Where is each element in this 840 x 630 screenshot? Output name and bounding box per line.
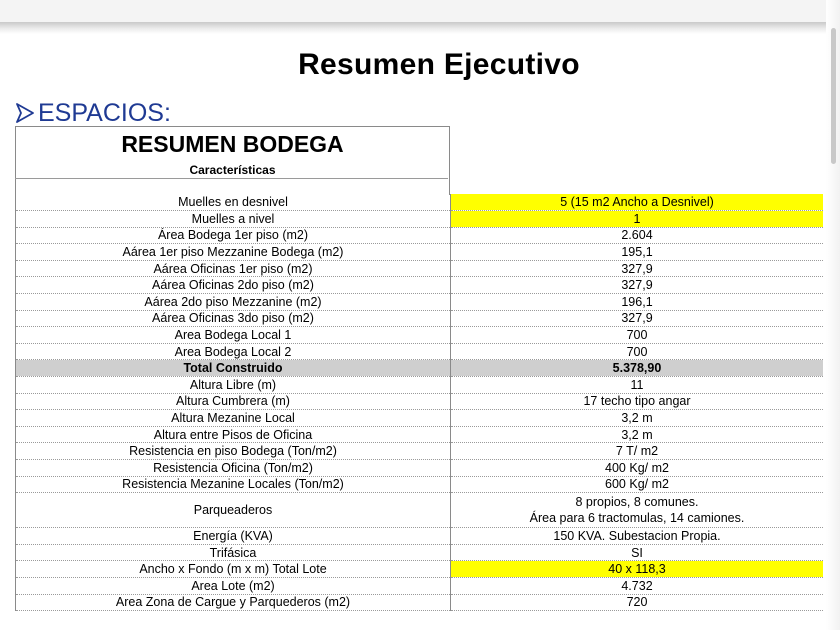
row-value: 720 (451, 594, 824, 611)
row-label: Altura Cumbrera (m) (16, 393, 451, 410)
table-row (16, 260, 824, 277)
arrow-bullet-icon (14, 101, 36, 125)
row-value: 195,1 (451, 244, 824, 261)
row-value (451, 493, 824, 528)
row-label: Trifásica (16, 544, 451, 561)
row-label: Area Bodega Local 2 (16, 343, 451, 360)
table-row (16, 244, 824, 261)
row-value: 1 (451, 211, 824, 228)
page-title: Resumen Ejecutivo (298, 48, 580, 81)
row-value: 3,2 m (451, 410, 824, 427)
row-label: Aárea Oficinas 2do piso (m2) (16, 277, 451, 294)
table-row (16, 277, 824, 294)
table-row (16, 310, 824, 327)
table-row (16, 493, 824, 528)
row-value: 40 x 118,3 (451, 561, 824, 578)
header-divider (15, 178, 448, 179)
row-value: 5.378,90 (451, 360, 824, 377)
row-value: 400 Kg/ m2 (451, 460, 824, 477)
row-value-line: Área para 6 tractomulas, 14 camiones. (529, 511, 745, 526)
window-top-bar (0, 0, 840, 22)
row-value: 327,9 (451, 310, 824, 327)
row-label: Ancho x Fondo (m x m) Total Lote (16, 561, 451, 578)
row-value: 17 techo tipo angar (451, 393, 824, 410)
row-value: SI (451, 544, 824, 561)
table-row (16, 561, 824, 578)
table-row (16, 377, 824, 394)
row-label: Muelles en desnivel (16, 194, 451, 211)
table-row (16, 594, 824, 611)
row-label: Total Construido (16, 360, 451, 377)
row-label: Aárea 2do piso Mezzanine (m2) (16, 294, 451, 311)
row-label: Aárea Oficinas 1er piso (m2) (16, 260, 451, 277)
row-value: 700 (451, 327, 824, 344)
summary-card-header (15, 126, 450, 195)
row-value: 7 T/ m2 (451, 443, 824, 460)
row-value: 11 (451, 377, 824, 394)
row-label: Aárea Oficinas 3do piso (m2) (16, 310, 451, 327)
card-heading: RESUMEN BODEGA (121, 131, 344, 157)
top-bar-shadow (0, 22, 840, 34)
row-value: 700 (451, 343, 824, 360)
row-value-line: 8 propios, 8 comunes. (575, 495, 699, 510)
table-row (16, 211, 824, 228)
row-label: Muelles a nivel (16, 211, 451, 228)
table-row (16, 577, 824, 594)
section-heading (14, 97, 171, 129)
table-row (16, 294, 824, 311)
row-value: 4.732 (451, 577, 824, 594)
table-row (16, 327, 824, 344)
row-label: Altura Mezanine Local (16, 410, 451, 427)
row-label: Resistencia Oficina (Ton/m2) (16, 460, 451, 477)
row-label: Area Zona de Cargue y Parquederos (m2) (16, 594, 451, 611)
table-row (16, 528, 824, 545)
summary-table (15, 194, 823, 611)
table-row (16, 460, 824, 477)
row-label: Energía (KVA) (16, 528, 451, 545)
table-row (16, 227, 824, 244)
row-label: Área Bodega 1er piso (m2) (16, 227, 451, 244)
row-value: 600 Kg/ m2 (451, 476, 824, 493)
total-row (16, 360, 824, 377)
row-value: 327,9 (451, 260, 824, 277)
vertical-scrollbar[interactable] (826, 0, 840, 630)
row-label: Area Lote (m2) (16, 577, 451, 594)
row-label: Area Bodega Local 1 (16, 327, 451, 344)
table-row (16, 544, 824, 561)
row-label: Parqueaderos (16, 493, 451, 528)
table-row (16, 476, 824, 493)
row-value: 5 (15 m2 Ancho a Desnivel) (451, 194, 824, 211)
row-label: Altura entre Pisos de Oficina (16, 426, 451, 443)
table-row (16, 426, 824, 443)
row-value: 2.604 (451, 227, 824, 244)
row-value: 196,1 (451, 294, 824, 311)
section-label: ESPACIOS: (38, 98, 171, 127)
row-label: Resistencia en piso Bodega (Ton/m2) (16, 443, 451, 460)
row-label: Altura Libre (m) (16, 377, 451, 394)
row-value: 150 KVA. Subestacion Propia. (451, 528, 824, 545)
table-row (16, 393, 824, 410)
row-value: 3,2 m (451, 426, 824, 443)
table-row (16, 343, 824, 360)
card-subheading: Características (189, 163, 276, 177)
value-column-header (449, 126, 822, 194)
table-row (16, 443, 824, 460)
table-row (16, 194, 824, 211)
row-label: Resistencia Mezanine Locales (Ton/m2) (16, 476, 451, 493)
table-row (16, 410, 824, 427)
row-label: Aárea 1er piso Mezzanine Bodega (m2) (16, 244, 451, 261)
row-value: 327,9 (451, 277, 824, 294)
